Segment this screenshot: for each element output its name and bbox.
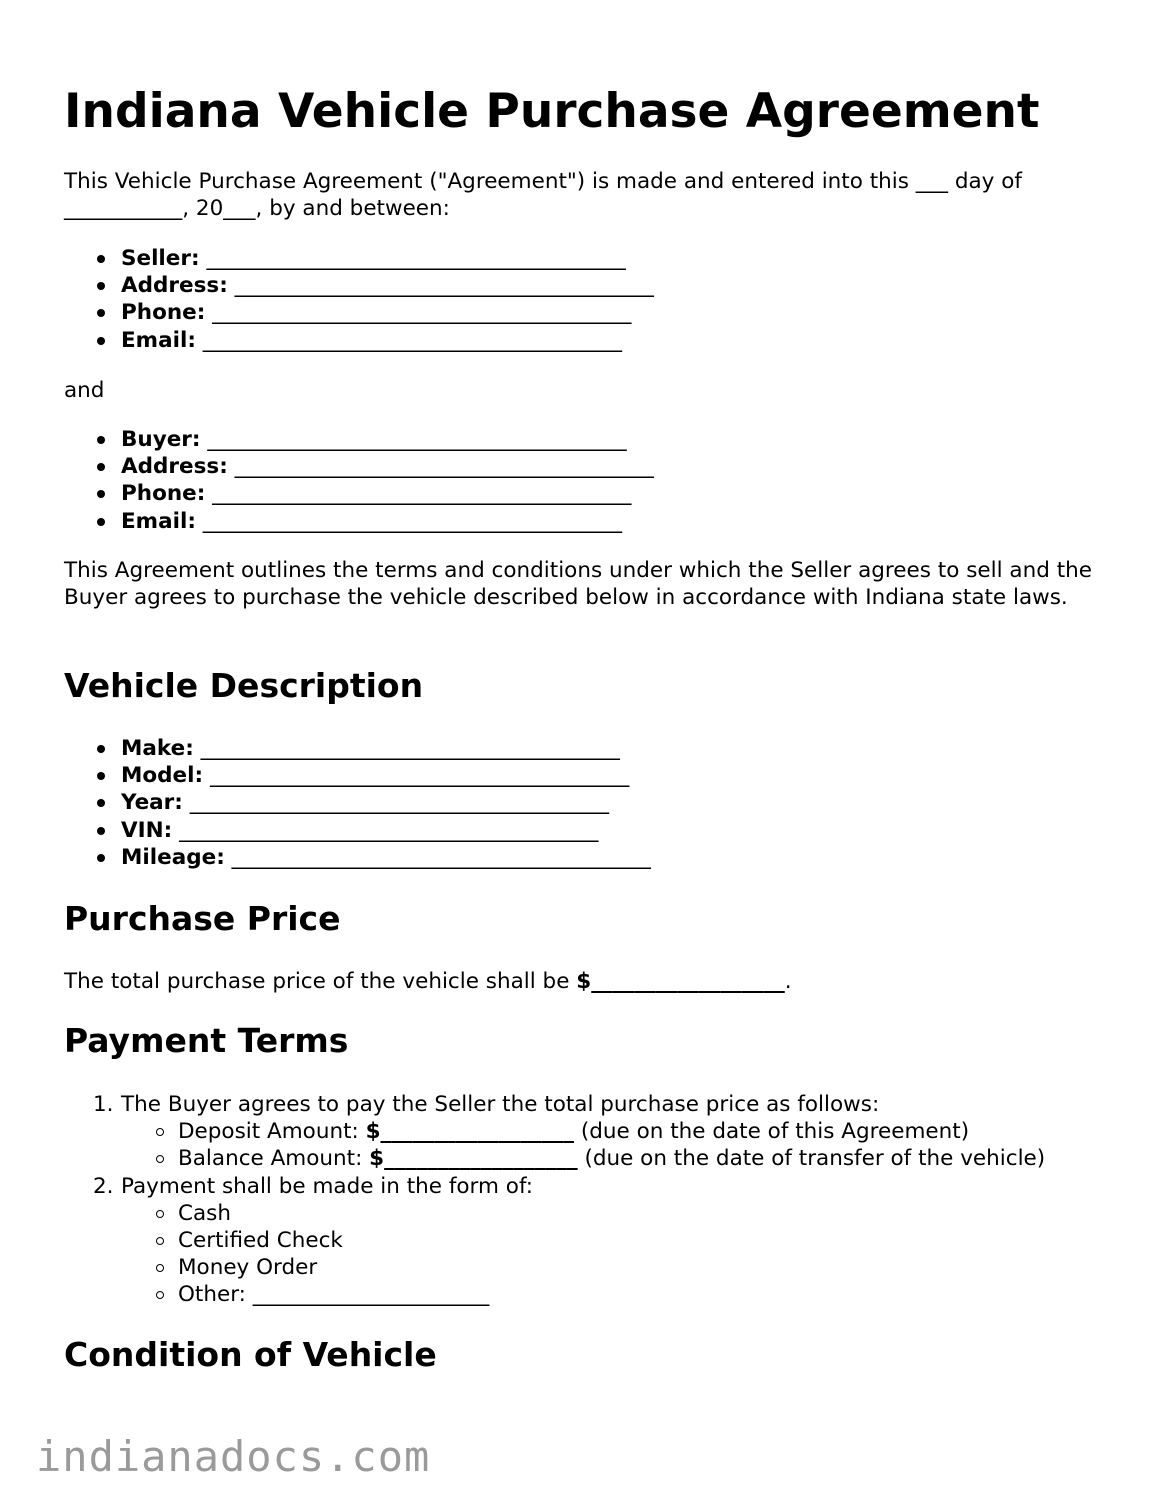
purchase-price-paragraph: The total purchase price of the vehicle shall be $__________________.: [64, 969, 792, 994]
seller-email-field[interactable]: Email: _______________________________________: [121, 327, 654, 354]
vehicle-fields: [121, 735, 651, 871]
site-watermark: indianadocs.com: [36, 1432, 431, 1481]
payment-form-certified-check[interactable]: Certified Check: [178, 1227, 1045, 1254]
vehicle-mileage-field[interactable]: Mileage: _______________________________________: [121, 844, 651, 870]
vehicle-make-field[interactable]: Make: _______________________________________: [121, 735, 651, 762]
seller-phone-field[interactable]: Phone: _______________________________________: [121, 299, 654, 326]
purchase-price-blank[interactable]: $__________________: [576, 969, 785, 994]
condition-of-vehicle-heading: Condition of Vehicle: [64, 1335, 437, 1374]
payment-forms-list: [178, 1200, 1045, 1309]
seller-fields: [121, 245, 654, 354]
payment-terms-heading: Payment Terms: [64, 1021, 349, 1060]
payment-form-money-order[interactable]: Money Order: [178, 1254, 1045, 1281]
deposit-amount-field[interactable]: Deposit Amount: $__________________ (due on the date of this Agreement): [178, 1118, 1045, 1145]
payment-form-other[interactable]: Other: ______________________: [178, 1281, 1045, 1308]
buyer-name-field[interactable]: Buyer: _______________________________________: [121, 426, 654, 453]
seller-name-field[interactable]: Seller: _______________________________________: [121, 245, 654, 272]
payment-amounts-list: [178, 1118, 1045, 1172]
seller-address-field[interactable]: Address: _______________________________________: [121, 273, 654, 299]
payment-term-item: 2. Payment shall be made in the form of: Cash Certified Check Money Order Other: ______________________: [121, 1173, 1045, 1309]
and-text: and: [64, 378, 105, 403]
vehicle-vin-field[interactable]: VIN: _______________________________________: [121, 817, 651, 844]
buyer-phone-field[interactable]: Phone: _______________________________________: [121, 480, 654, 507]
outline-paragraph: This Agreement outlines the terms and conditions under which the Seller agrees to sell and the Buyer agrees to purchase the vehicle described below in accordance with Indiana state laws.: [64, 558, 1092, 610]
vehicle-year-field[interactable]: Year: _______________________________________: [121, 789, 651, 816]
buyer-email-field[interactable]: Email: _______________________________________: [121, 508, 654, 535]
payment-terms-list: [93, 1091, 1046, 1309]
buyer-fields: [121, 426, 654, 535]
balance-amount-field[interactable]: Balance Amount: $__________________ (due on the date of transfer of the vehicle): [178, 1146, 1046, 1172]
document-title: Indiana Vehicle Purchase Agreement: [64, 84, 1040, 139]
vehicle-description-heading: Vehicle Description: [64, 666, 424, 705]
payment-form-cash[interactable]: Cash: [178, 1200, 1045, 1227]
purchase-price-heading: Purchase Price: [64, 899, 341, 938]
intro-paragraph: This Vehicle Purchase Agreement ("Agreement") is made and entered into this ___ day of ___________, 20___, by and between:: [64, 169, 1022, 221]
vehicle-model-field[interactable]: Model: _______________________________________: [121, 762, 651, 789]
payment-term-item: 1. The Buyer agrees to pay the Seller the total purchase price as follows: Deposit Amount: $__________________ (due on the date of this Agreement) Balance Amount: $__________________ (due on the date of transfer of the vehicle): [93, 1092, 1046, 1172]
buyer-address-field[interactable]: Address: _______________________________________: [121, 454, 654, 480]
